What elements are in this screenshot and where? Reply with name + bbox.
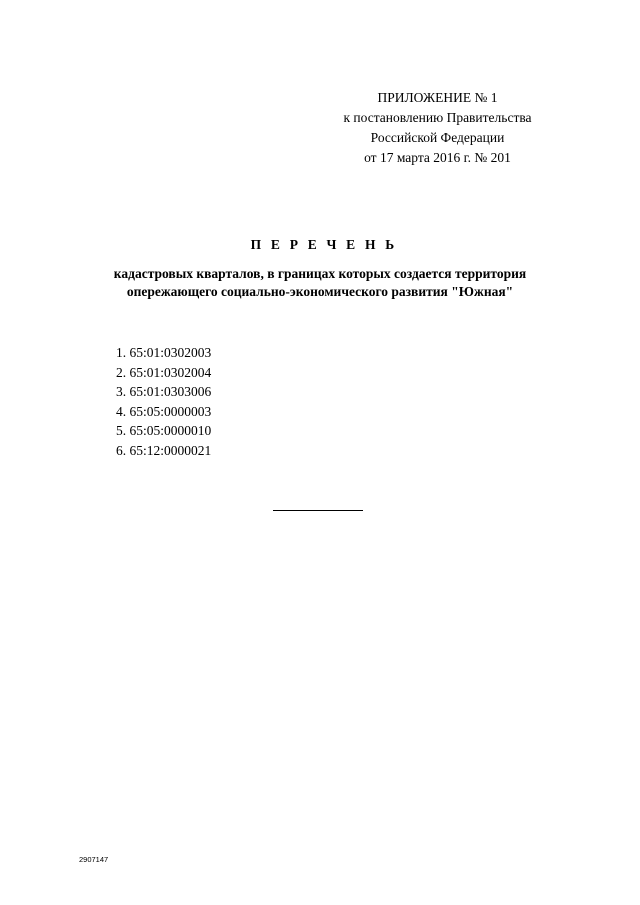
- list-item: 1. 65:01:0302003: [116, 345, 212, 360]
- appendix-date-number: от 17 марта 2016 г. № 201: [364, 150, 511, 165]
- list-item: 3. 65:01:0303006: [116, 384, 212, 399]
- document-code: 2907147: [79, 855, 109, 864]
- list-item: 6. 65:12:0000021: [116, 442, 212, 458]
- appendix-reference: к постановлению Правительства: [343, 110, 532, 125]
- document-subtitle: [60, 265, 580, 301]
- appendix-government: Российской Федерации: [370, 130, 505, 145]
- subtitle-line-2: опережающего социально-экономического развития "Южная": [126, 284, 514, 299]
- subtitle-line-1: кадастровых кварталов, в границах которых создается территория: [113, 266, 527, 281]
- list-item: 4. 65:05:0000003: [116, 403, 212, 419]
- end-divider: [273, 510, 363, 511]
- list-item: 2. 65:01:0302004: [116, 364, 212, 380]
- appendix-number: ПРИЛОЖЕНИЕ № 1: [377, 90, 498, 105]
- cadastral-list: [116, 343, 211, 460]
- appendix-header: [320, 88, 555, 168]
- list-item: 5. 65:05:0000010: [116, 423, 212, 438]
- document-title: П Е Р Е Ч Е Н Ь: [250, 237, 398, 252]
